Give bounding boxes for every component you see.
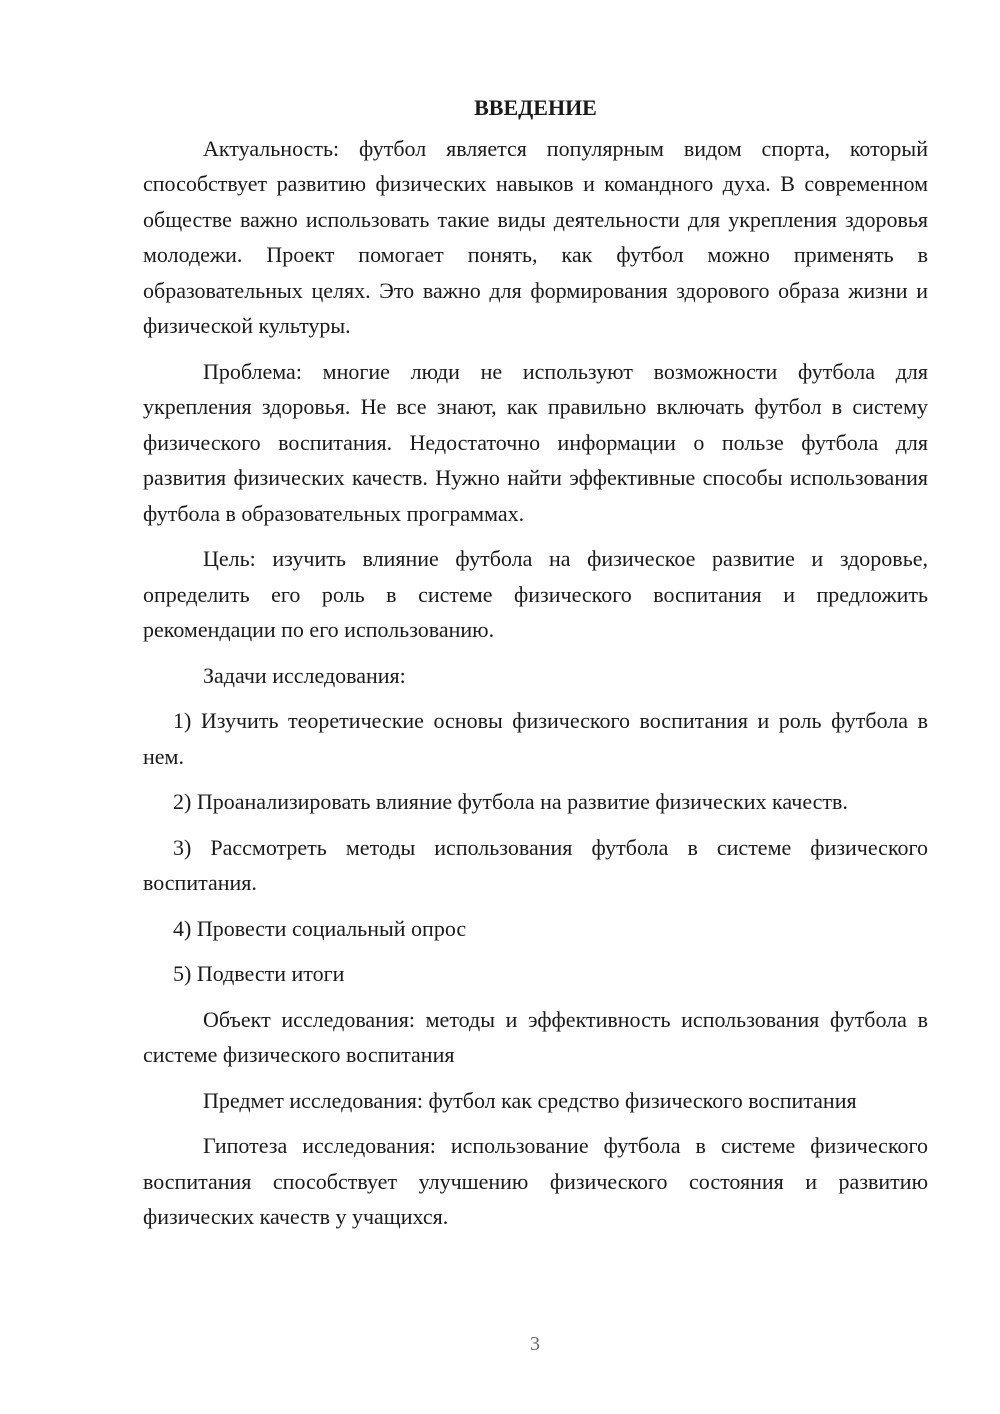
object-paragraph: Объект исследования: методы и эффективность использования футбола в системе физического воспитания	[143, 1006, 928, 1067]
relevance-paragraph: Актуальность: футбол является популярным видом спорта, который способствует развитию физических навыков и командного духа. В современном обществе важно использовать такие виды деятельности для укрепления здоровья молодежи. Проект помогает понять, как футбол можно применять в образовательных целях. Это важно для формирования здорового образа жизни и физической культуры.	[143, 135, 928, 338]
tasks-heading: Задачи исследования:	[203, 662, 406, 688]
section-title: ВВЕДЕНИЕ	[474, 95, 597, 120]
task-item-5: 5) Подвести итоги	[173, 961, 345, 986]
hypothesis-paragraph: Гипотеза исследования: использование футбола в системе физического воспитания способствует улучшению физического состояния и развитию физических качеств у учащихся.	[143, 1133, 928, 1229]
task-item-2: 2) Проанализировать влияние футбола на развитие физических качеств.	[173, 789, 848, 814]
problem-paragraph: Проблема: многие люди не используют возможности футбола для укрепления здоровья. Не все знают, как правильно включать футбол в систему физического воспитания. Недостаточно информации о пользе футбола для развития физических качеств. Нужно найти эффективные способы использования футбола в образовательных программах.	[143, 358, 928, 526]
task-item-4: 4) Провести социальный опрос	[173, 915, 467, 941]
page-number: 3	[530, 1333, 540, 1355]
task-item-1: 1) Изучить теоретические основы физического воспитания и роль футбола в нем.	[143, 708, 928, 769]
subject-paragraph: Предмет исследования: футбол как средство физического воспитания	[203, 1087, 857, 1113]
goal-paragraph: Цель: изучить влияние футбола на физическое развитие и здоровье, определить его роль в системе физического воспитания и предложить рекомендации по его использованию.	[143, 546, 928, 642]
task-item-3: 3) Рассмотреть методы использования футбола в системе физического воспитания.	[143, 834, 928, 895]
document-page	[143, 90, 928, 1245]
